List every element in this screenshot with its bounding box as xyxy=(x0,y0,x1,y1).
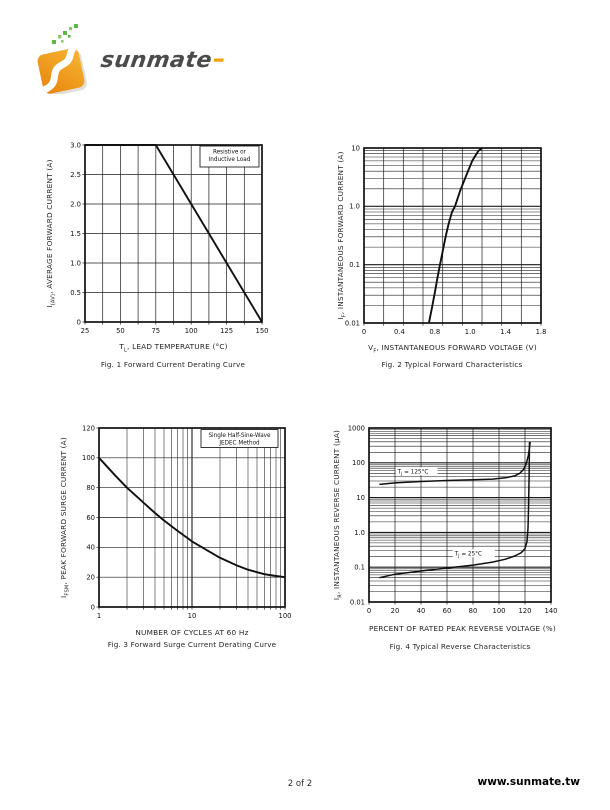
fig4-y-tick-label: 0.1 xyxy=(354,563,365,572)
fig1-x-tick-label: 150 xyxy=(255,327,269,335)
reverse-current-25C-curve xyxy=(379,442,529,578)
fig3-y-tick-label: 0 xyxy=(90,603,95,612)
fig2-y-tick-label: 0.1 xyxy=(349,261,360,270)
fig1-y-tick-label: 1.0 xyxy=(70,259,81,268)
fig4-border xyxy=(369,428,551,602)
fig4-x-tick-label: 120 xyxy=(518,607,532,615)
fig3-x-axis-title: NUMBER OF CYCLES AT 60 Hz xyxy=(135,628,249,637)
fig4-x-tick-label: 20 xyxy=(390,607,400,615)
fig2-x-tick-label: 1.0 xyxy=(464,328,476,336)
fig4-y-axis-title: $I_R$, INSTANTANEOUS REVERSE CURRENT (μA) xyxy=(332,429,344,601)
reverse-current-125C-label: $T_J = 125^\circ C$ xyxy=(397,469,429,476)
fig3-annotation-line: JEDEC Method xyxy=(219,440,260,447)
fig3-y-tick-label: 100 xyxy=(82,454,95,463)
fig1-y-tick-label: 1.5 xyxy=(70,229,81,238)
fig4-y-tick-label: 100 xyxy=(352,459,365,468)
fig3-x-tick-label: 100 xyxy=(278,612,292,620)
fig2-y-axis-title: $I_F$, INSTANTANEOUS FORWARD CURRENT (A) xyxy=(336,151,348,320)
fig4-caption: Fig. 4 Typical Reverse Characteristics xyxy=(389,642,531,651)
fig4-y-tick-label: 10 xyxy=(356,494,365,502)
fig1-y-axis-title: $I_{(AV)}$, AVERAGE FORWARD CURRENT (A) xyxy=(45,159,57,308)
reverse-current-25C-label: $T_J = 25^\circ C$ xyxy=(454,551,482,558)
fig3-plot xyxy=(82,424,291,620)
fig1-y-tick-label: 2.5 xyxy=(70,170,81,179)
fig2-x-tick-label: 0.8 xyxy=(429,328,441,336)
fig2-y-tick-label: 1.0 xyxy=(349,202,360,211)
fig1-caption: Fig. 1 Forward Current Derating Curve xyxy=(100,360,246,369)
fig2-plot xyxy=(345,144,547,336)
fig1-x-tick-label: 25 xyxy=(80,327,90,335)
fig3-y-axis-title: $I_{FSM}$, PEAK FORWARD SURGE CURRENT (A) xyxy=(59,437,71,598)
fig3-grid xyxy=(99,428,285,607)
fig2-x-tick-label: 0 xyxy=(361,328,367,336)
fig2-x-axis-title: $V_F$, INSTANTANEOUS FORWARD VOLTAGE (V) xyxy=(368,343,537,355)
fig4-x-tick-label: 40 xyxy=(416,607,426,615)
fig4-x-tick-label: 0 xyxy=(366,607,372,615)
fig2-y-tick-label: 0.01 xyxy=(344,319,360,328)
fig2-caption: Fig. 2 Typical Forward Characteristics xyxy=(381,360,523,369)
fig4-y-tick-label: 1.0 xyxy=(354,528,365,537)
fig3-annotation-line: Single Half-Sine-Wave xyxy=(208,433,271,440)
fig3-y-tick-label: 120 xyxy=(82,424,95,433)
fig1-y-tick-label: 2.0 xyxy=(70,200,81,209)
fig2-x-tick-label: 1.4 xyxy=(500,328,512,336)
fig1-x-axis-title: $T_L$, LEAD TEMPERATURE (°C) xyxy=(119,342,228,354)
fig1-grid xyxy=(85,145,262,322)
fig3-y-tick-label: 80 xyxy=(86,484,95,493)
fig2-x-tick-label: 1.8 xyxy=(535,328,547,336)
fig4-x-tick-label: 80 xyxy=(468,607,478,615)
fig4-grid xyxy=(369,428,551,602)
fig4-x-tick-label: 60 xyxy=(442,607,452,615)
typical-forward-characteristic-curve xyxy=(429,148,482,323)
fig2-border xyxy=(364,148,541,323)
fig3-caption: Fig. 3 Forward Surge Current Derating Curve xyxy=(107,640,277,649)
fig1-y-tick-label: 3.0 xyxy=(70,141,81,150)
fig4-y-tick-label: 1000 xyxy=(347,424,365,433)
website-url: www.sunmate.tw xyxy=(477,776,580,788)
fig4-x-axis-title: PERCENT OF RATED PEAK REVERSE VOLTAGE (%) xyxy=(369,624,556,633)
fig1-x-tick-label: 50 xyxy=(116,327,125,335)
fig1-y-tick-label: 0 xyxy=(76,318,81,327)
fig1-y-tick-label: 0.5 xyxy=(70,288,81,297)
fig1-x-tick-label: 125 xyxy=(220,327,234,335)
fig4-x-tick-label: 100 xyxy=(492,607,506,615)
fig2-grid xyxy=(364,148,541,323)
fig1-plot xyxy=(70,141,268,335)
fig1-annotation-line: Resistive or xyxy=(212,149,247,156)
fig4-x-tick-label: 140 xyxy=(544,607,558,615)
brand-name: sunmate xyxy=(99,47,214,73)
fig3-x-tick-label: 10 xyxy=(187,612,197,620)
fig3-y-tick-label: 20 xyxy=(86,573,95,582)
fig1-x-tick-label: 100 xyxy=(184,327,198,335)
fig2-y-tick-label: 10 xyxy=(351,144,360,153)
fig3-y-tick-label: 60 xyxy=(86,513,95,522)
fig1-annotation-line: Inductive Load xyxy=(208,156,251,163)
fig4-plot xyxy=(348,424,558,615)
fig3-x-tick-label: 1 xyxy=(96,612,102,620)
page-number: 2 of 2 xyxy=(287,779,313,789)
fig3-y-tick-label: 40 xyxy=(86,543,95,552)
fig1-x-tick-label: 75 xyxy=(151,327,161,335)
fig2-x-tick-label: 0.4 xyxy=(393,328,405,336)
fig4-y-tick-label: 0.01 xyxy=(349,598,365,607)
